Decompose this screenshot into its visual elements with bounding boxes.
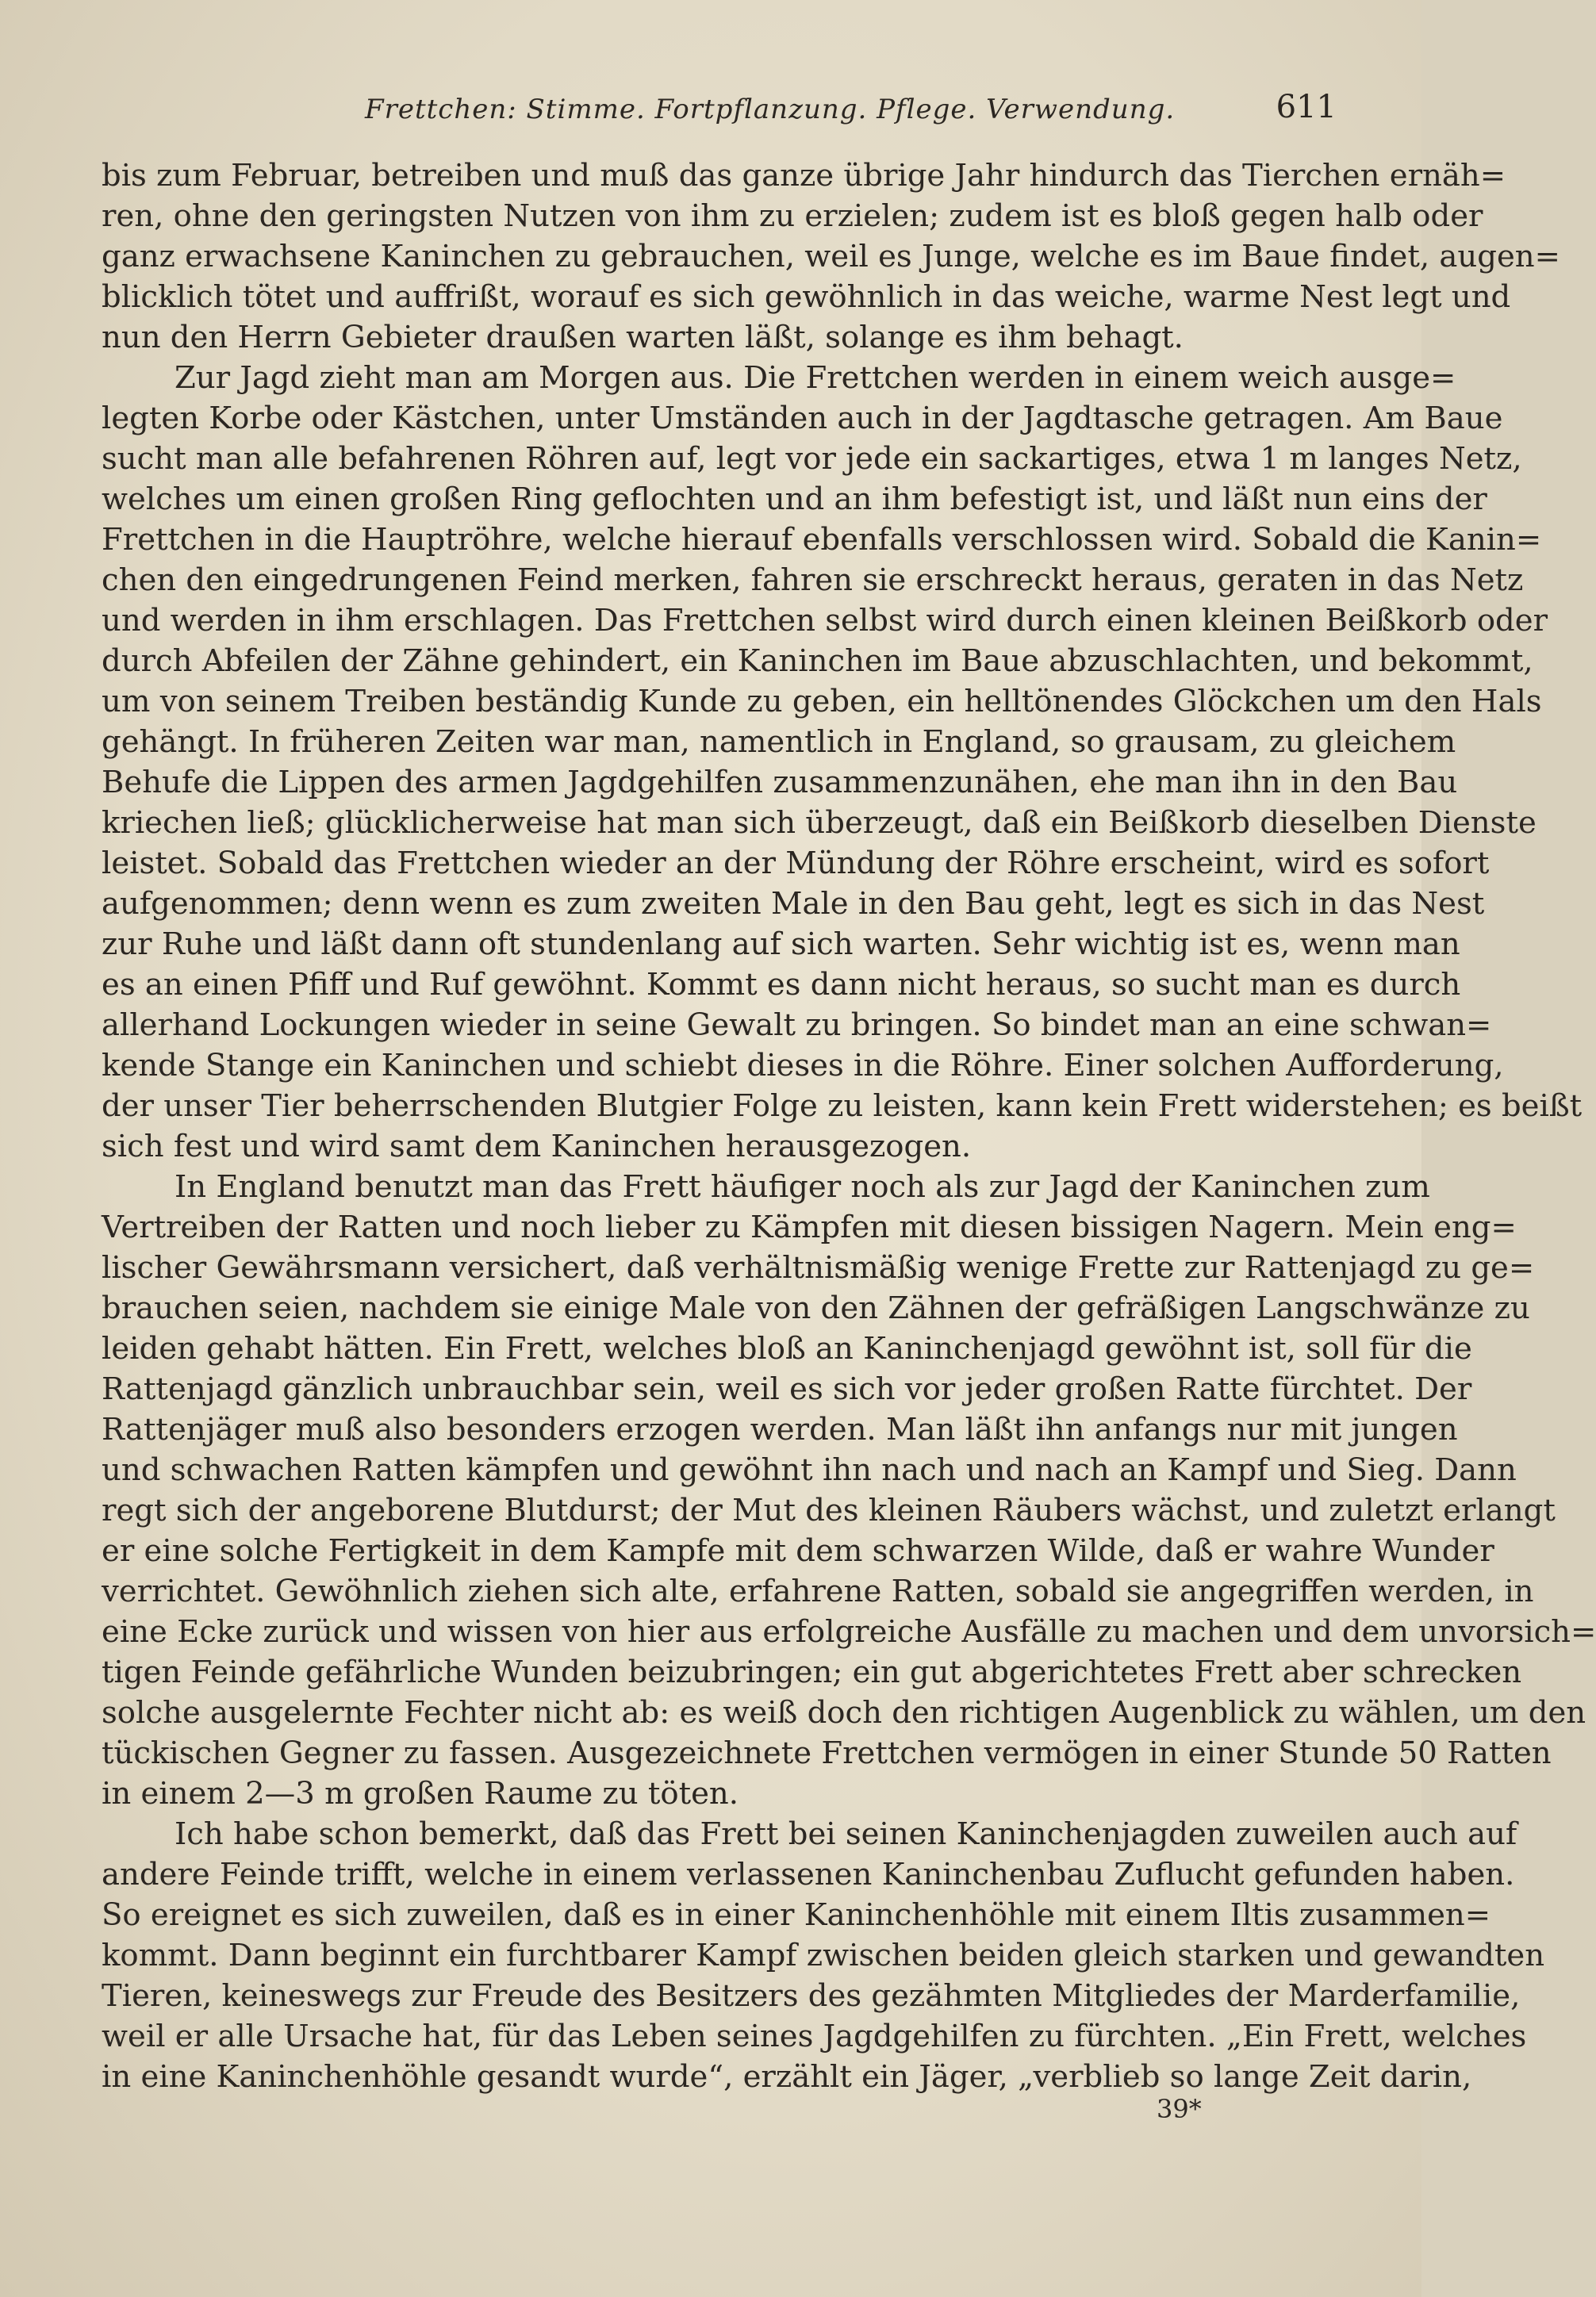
text-line: Vertreiben der Ratten und noch lieber zu Kämpfen mit diesen bissigen Nagern. Mein eng= bbox=[102, 1210, 1517, 1245]
text-line: aufgenommen; denn wenn es zum zweiten Male in den Bau geht, legt es sich in das Nest bbox=[102, 886, 1485, 922]
text-line: gehängt. In früheren Zeiten war man, namentlich in England, so grausam, zu gleichem bbox=[102, 724, 1456, 760]
text-line: verrichtet. Gewöhnlich ziehen sich alte, erfahrene Ratten, sobald sie angegriffen werden, in bbox=[102, 1574, 1534, 1609]
text-line: Rattenjäger muß also besonders erzogen werden. Man läßt ihn anfangs nur mit jungen bbox=[102, 1412, 1458, 1448]
text-line: der unser Tier beherrschenden Blutgier Folge zu leisten, kann kein Frett widerstehen; es beißt bbox=[102, 1088, 1583, 1124]
text-line: und schwachen Ratten kämpfen und gewöhnt ihn nach und nach an Kampf und Sieg. Dann bbox=[102, 1452, 1517, 1488]
text-line: allerhand Lockungen wieder in seine Gewalt zu bringen. So bindet man an eine schwan= bbox=[102, 1007, 1492, 1043]
text-line: kommt. Dann beginnt ein furchtbarer Kampf zwischen beiden gleich starken und gewandten bbox=[102, 1938, 1545, 1973]
text-line: sucht man alle befahrenen Röhren auf, legt vor jede ein sackartiges, etwa 1 m langes Netz, bbox=[102, 441, 1522, 477]
running-head bbox=[103, 89, 1337, 136]
text-line: leiden gehabt hätten. Ein Frett, welches bloß an Kaninchenjagd gewöhnt ist, soll für die bbox=[102, 1331, 1472, 1367]
text-line: ganz erwachsene Kaninchen zu gebrauchen, weil es Junge, welche es im Baue findet, augen= bbox=[102, 239, 1560, 274]
text-line: welches um einen großen Ring geflochten und an ihm befestigt ist, und läßt nun eins der bbox=[102, 481, 1487, 517]
text-line: bis zum Februar, betreiben und muß das ganze übrige Jahr hindurch das Tierchen ernäh= bbox=[102, 158, 1506, 194]
text-line: eine Ecke zurück und wissen von hier aus erfolgreiche Ausfälle zu machen und dem unvorsich= bbox=[102, 1614, 1596, 1650]
text-line: andere Feinde trifft, welche in einem verlassenen Kaninchenbau Zuflucht gefunden haben. bbox=[102, 1857, 1515, 1892]
text-line: es an einen Pfiff und Ruf gewöhnt. Kommt es dann nicht heraus, so sucht man es durch bbox=[102, 967, 1461, 1003]
printer-signature-mark: 39* bbox=[1157, 2094, 1202, 2124]
text-line: durch Abfeilen der Zähne gehindert, ein Kaninchen im Baue abzuschlachten, und bekommt, bbox=[102, 643, 1533, 679]
text-line: in einem 2—3 m großen Raume zu töten. bbox=[102, 1776, 739, 1812]
text-line: So ereignet es sich zuweilen, daß es in einer Kaninchenhöhle mit einem Iltis zusammen= bbox=[102, 1897, 1491, 1933]
text-line: brauchen seien, nachdem sie einige Male von den Zähnen der gefräßigen Langschwänze zu bbox=[102, 1290, 1530, 1326]
text-line: lischer Gewährsmann versichert, daß verhältnismäßig wenige Frette zur Rattenjagd zu ge= bbox=[102, 1250, 1535, 1286]
text-line: Frettchen in die Hauptröhre, welche hierauf ebenfalls verschlossen wird. Sobald die Kanin= bbox=[102, 522, 1542, 558]
text-line: regt sich der angeborene Blutdurst; der Mut des kleinen Räubers wächst, und zuletzt erlangt bbox=[102, 1493, 1556, 1528]
text-line: er eine solche Fertigkeit in dem Kampfe mit dem schwarzen Wilde, daß er wahre Wunder bbox=[102, 1533, 1494, 1569]
text-line: Zur Jagd zieht man am Morgen aus. Die Frettchen werden in einem weich ausge= bbox=[175, 360, 1456, 396]
text-line: um von seinem Treiben beständig Kunde zu geben, ein helltönendes Glöckchen um den Hals bbox=[102, 684, 1542, 719]
text-line: und werden in ihm erschlagen. Das Frettchen selbst wird durch einen kleinen Beißkorb oder bbox=[102, 603, 1548, 638]
text-line: nun den Herrn Gebieter draußen warten läßt, solange es ihm behagt. bbox=[102, 320, 1184, 355]
text-line: Ich habe schon bemerkt, daß das Frett bei seinen Kaninchenjagden zuweilen auch auf bbox=[175, 1816, 1517, 1852]
text-line: leistet. Sobald das Frettchen wieder an der Mündung der Röhre erscheint, wird es sofort bbox=[102, 846, 1490, 881]
text-line: in eine Kaninchenhöhle gesandt wurde“, erzählt ein Jäger, „verblieb so lange Zeit darin, bbox=[102, 2059, 1472, 2095]
running-head-title: Frettchen: Stimme. Fortpflanzung. Pflege. Verwendung. bbox=[365, 94, 1176, 125]
page-number: 611 bbox=[1276, 89, 1337, 125]
text-line: legten Korbe oder Kästchen, unter Umständen auch in der Jagdtasche getragen. Am Baue bbox=[102, 401, 1503, 436]
text-line: tückischen Gegner zu fassen. Ausgezeichnete Frettchen vermögen in einer Stunde 50 Ratten bbox=[102, 1735, 1552, 1771]
text-line: Behufe die Lippen des armen Jagdgehilfen zusammenzunähen, ehe man ihn in den Bau bbox=[102, 765, 1458, 800]
text-line: kriechen ließ; glücklicherweise hat man sich überzeugt, daß ein Beißkorb dieselben Dienste bbox=[102, 805, 1537, 841]
text-line: sich fest und wird samt dem Kaninchen herausgezogen. bbox=[102, 1129, 972, 1164]
text-line: chen den eingedrungenen Feind merken, fahren sie erschreckt heraus, geraten in das Netz bbox=[102, 562, 1524, 598]
text-line: tigen Feinde gefährliche Wunden beizubringen; ein gut abgerichtetes Frett aber schrecken bbox=[102, 1655, 1522, 1690]
text-line: ren, ohne den geringsten Nutzen von ihm zu erzielen; zudem ist es bloß gegen halb oder bbox=[102, 198, 1483, 234]
text-line: weil er alle Ursache hat, für das Leben seines Jagdgehilfen zu fürchten. „Ein Frett, welches bbox=[102, 2019, 1527, 2054]
text-line: zur Ruhe und läßt dann oft stundenlang auf sich warten. Sehr wichtig ist es, wenn man bbox=[102, 926, 1460, 962]
text-line: solche ausgelernte Fechter nicht ab: es weiß doch den richtigen Augenblick zu wählen, um den bbox=[102, 1695, 1586, 1731]
text-line: Rattenjagd gänzlich unbrauchbar sein, weil es sich vor jeder großen Ratte fürchtet. Der bbox=[102, 1371, 1472, 1407]
text-line: kende Stange ein Kaninchen und schiebt dieses in die Röhre. Einer solchen Aufforderung, bbox=[102, 1048, 1504, 1083]
text-line: Tieren, keineswegs zur Freude des Besitzers des gezähmten Mitgliedes der Marderfamilie, bbox=[102, 1978, 1521, 2014]
text-line: blicklich tötet und auffrißt, worauf es sich gewöhnlich in das weiche, warme Nest legt und bbox=[102, 279, 1511, 315]
body-text bbox=[102, 155, 1596, 2097]
text-line: In England benutzt man das Frett häufiger noch als zur Jagd der Kaninchen zum bbox=[175, 1169, 1430, 1205]
